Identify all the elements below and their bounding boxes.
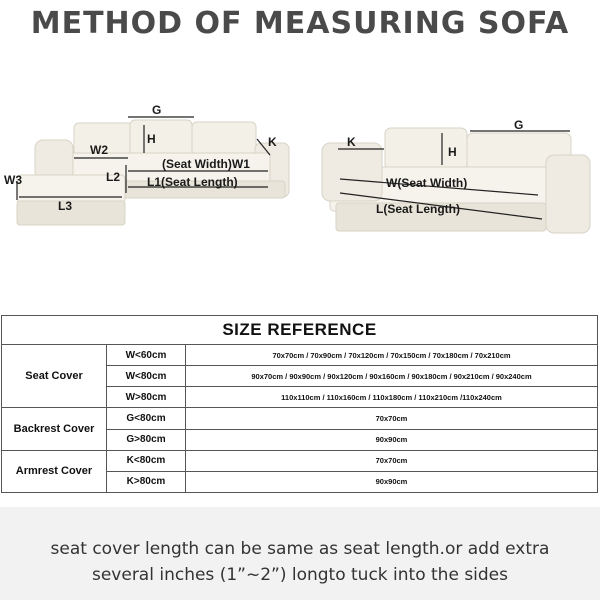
label-h: H (147, 132, 156, 146)
label-l3: L3 (58, 199, 73, 213)
page-title: METHOD OF MEASURING SOFA (30, 6, 570, 41)
label-seat-width-w1: (Seat Width)W1 (162, 157, 250, 171)
sizes-cell: 90x90cm (186, 471, 598, 492)
table-title: SIZE REFERENCE (2, 316, 598, 345)
category-backrest-cover: Backrest Cover (2, 408, 107, 450)
condition-cell: G>80cm (107, 429, 186, 450)
sofa-measurement-diagram (0, 95, 600, 245)
label-g: G (152, 103, 162, 117)
label-k: K (268, 135, 277, 149)
label-w2: W2 (90, 143, 108, 157)
condition-cell: W<60cm (107, 345, 186, 366)
label-seat-width-w: W(Seat Width) (386, 176, 468, 190)
sizes-cell: 110x110cm / 110x160cm / 110x180cm / 110x210cm /110x240cm (186, 387, 598, 408)
condition-cell: G<80cm (107, 408, 186, 429)
size-reference-table (1, 315, 598, 493)
label-k-right: K (347, 135, 356, 149)
label-h-right: H (448, 145, 457, 159)
condition-cell: W>80cm (107, 387, 186, 408)
condition-cell: W<80cm (107, 366, 186, 387)
label-w3: W3 (4, 173, 22, 187)
label-l2: L2 (106, 170, 121, 184)
label-seat-length-l: L(Seat Length) (376, 202, 460, 216)
label-g-right: G (514, 118, 524, 132)
sizes-cell: 70x70cm (186, 450, 598, 471)
sizes-cell: 70x70cm (186, 408, 598, 429)
footer-line-2: several inches (1”~2”) longto tuck into the sides (91, 565, 509, 585)
sizes-cell: 70x70cm / 70x90cm / 70x120cm / 70x150cm / 70x180cm / 70x210cm (186, 345, 598, 366)
footer-line-1: seat cover length can be same as seat length.or add extra (50, 539, 550, 559)
condition-cell: K<80cm (107, 450, 186, 471)
label-seat-length-l1: L1(Seat Length) (147, 175, 238, 189)
sizes-cell: 90x70cm / 90x90cm / 90x120cm / 90x160cm / 90x180cm / 90x210cm / 90x240cm (186, 366, 598, 387)
footer-note (0, 507, 600, 600)
sizes-cell: 90x90cm (186, 429, 598, 450)
category-seat-cover: Seat Cover (2, 345, 107, 408)
category-armrest-cover: Armrest Cover (2, 450, 107, 492)
condition-cell: K>80cm (107, 471, 186, 492)
